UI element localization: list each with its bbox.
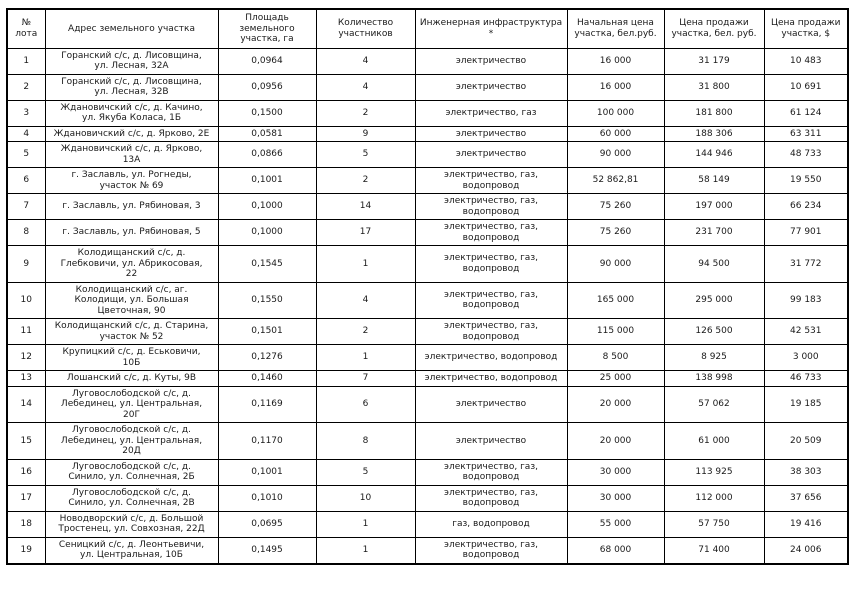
cell-start-price: 16 000	[567, 48, 664, 74]
table-row	[7, 74, 848, 100]
cell-lot: 7	[7, 194, 45, 220]
header-cell-sale-price-usd: Цена продажи участка, $	[764, 9, 848, 48]
cell-start-price: 68 000	[567, 537, 664, 564]
cell-sale-price-byn: 8 925	[664, 345, 764, 371]
header-cell-start-price: Начальная цена участка, бел.руб.	[567, 9, 664, 48]
cell-sale-price-byn: 57 750	[664, 511, 764, 537]
cell-start-price: 165 000	[567, 282, 664, 319]
cell-area: 0,1001	[218, 459, 316, 485]
cell-infrastructure: электричество, газ, водопровод	[415, 220, 567, 246]
table-row	[7, 485, 848, 511]
cell-sale-price-usd: 42 531	[764, 319, 848, 345]
cell-address: Ждановичский с/с, д. Ярково, 2Е	[45, 126, 218, 142]
cell-address: Луговослободской с/с, д. Лебединец, ул. Центральная, 20Д	[45, 423, 218, 460]
cell-sale-price-usd: 46 733	[764, 371, 848, 387]
cell-start-price: 30 000	[567, 459, 664, 485]
cell-sale-price-usd: 63 311	[764, 126, 848, 142]
cell-start-price: 60 000	[567, 126, 664, 142]
table-row	[7, 423, 848, 460]
cell-start-price: 25 000	[567, 371, 664, 387]
table-row	[7, 142, 848, 168]
cell-sale-price-byn: 57 062	[664, 386, 764, 423]
cell-lot: 9	[7, 246, 45, 283]
header-cell-sale-price-byn: Цена продажи участка, бел. руб.	[664, 9, 764, 48]
cell-address: Колодищанский с/с, аг. Колодищи, ул. Большая Цветочная, 90	[45, 282, 218, 319]
cell-address: Луговослободской с/с, д. Синило, ул. Солнечная, 2Б	[45, 459, 218, 485]
cell-participants: 17	[316, 220, 415, 246]
cell-participants: 14	[316, 194, 415, 220]
cell-area: 0,1545	[218, 246, 316, 283]
header-row	[7, 9, 848, 48]
cell-lot: 3	[7, 100, 45, 126]
cell-sale-price-usd: 38 303	[764, 459, 848, 485]
cell-sale-price-byn: 112 000	[664, 485, 764, 511]
cell-lot: 12	[7, 345, 45, 371]
cell-participants: 1	[316, 537, 415, 564]
cell-participants: 4	[316, 282, 415, 319]
cell-infrastructure: электричество	[415, 423, 567, 460]
cell-infrastructure: электричество	[415, 126, 567, 142]
cell-infrastructure: электричество, газ, водопровод	[415, 537, 567, 564]
cell-address: г. Заславль, ул. Рябиновая, 3	[45, 194, 218, 220]
cell-sale-price-usd: 20 509	[764, 423, 848, 460]
header-cell-area: Площадь земельного участка, га	[218, 9, 316, 48]
cell-area: 0,1460	[218, 371, 316, 387]
cell-sale-price-usd: 37 656	[764, 485, 848, 511]
cell-infrastructure: электричество, газ, водопровод	[415, 319, 567, 345]
cell-infrastructure: электричество, газ, водопровод	[415, 246, 567, 283]
cell-lot: 14	[7, 386, 45, 423]
header-cell-infrastructure: Инженерная инфраструктура *	[415, 9, 567, 48]
cell-start-price: 100 000	[567, 100, 664, 126]
table-row	[7, 459, 848, 485]
cell-start-price: 16 000	[567, 74, 664, 100]
cell-participants: 1	[316, 511, 415, 537]
cell-lot: 1	[7, 48, 45, 74]
cell-infrastructure: электричество	[415, 142, 567, 168]
table-row	[7, 371, 848, 387]
header-cell-address: Адрес земельного участка	[45, 9, 218, 48]
cell-start-price: 20 000	[567, 423, 664, 460]
cell-sale-price-byn: 181 800	[664, 100, 764, 126]
cell-participants: 10	[316, 485, 415, 511]
cell-area: 0,1010	[218, 485, 316, 511]
cell-start-price: 30 000	[567, 485, 664, 511]
cell-lot: 17	[7, 485, 45, 511]
cell-participants: 7	[316, 371, 415, 387]
cell-participants: 5	[316, 459, 415, 485]
table-row	[7, 126, 848, 142]
cell-sale-price-byn: 94 500	[664, 246, 764, 283]
cell-infrastructure: электричество, газ, водопровод	[415, 168, 567, 194]
cell-address: Горанский с/с, д. Лисовщина, ул. Лесная, 32А	[45, 48, 218, 74]
cell-address: Луговослободской с/с, д. Синило, ул. Солнечная, 2В	[45, 485, 218, 511]
table-row	[7, 537, 848, 564]
cell-address: Луговослободской с/с, д. Лебединец, ул. Центральная, 20Г	[45, 386, 218, 423]
cell-start-price: 75 260	[567, 194, 664, 220]
table-row	[7, 220, 848, 246]
cell-infrastructure: электричество	[415, 74, 567, 100]
table-row	[7, 48, 848, 74]
cell-address: Горанский с/с, д. Лисовщина, ул. Лесная, 32В	[45, 74, 218, 100]
cell-sale-price-usd: 61 124	[764, 100, 848, 126]
cell-sale-price-usd: 19 185	[764, 386, 848, 423]
cell-sale-price-usd: 10 691	[764, 74, 848, 100]
cell-infrastructure: электричество, газ, водопровод	[415, 282, 567, 319]
table-row	[7, 345, 848, 371]
cell-participants: 4	[316, 74, 415, 100]
cell-sale-price-byn: 31 179	[664, 48, 764, 74]
cell-infrastructure: электричество, водопровод	[415, 345, 567, 371]
cell-sale-price-byn: 31 800	[664, 74, 764, 100]
cell-sale-price-usd: 3 000	[764, 345, 848, 371]
cell-lot: 8	[7, 220, 45, 246]
cell-participants: 2	[316, 319, 415, 345]
cell-sale-price-byn: 58 149	[664, 168, 764, 194]
cell-infrastructure: электричество, водопровод	[415, 371, 567, 387]
cell-area: 0,1550	[218, 282, 316, 319]
header-cell-lot: № лота	[7, 9, 45, 48]
cell-participants: 8	[316, 423, 415, 460]
cell-area: 0,0695	[218, 511, 316, 537]
cell-start-price: 115 000	[567, 319, 664, 345]
cell-area: 0,0581	[218, 126, 316, 142]
cell-participants: 1	[316, 246, 415, 283]
cell-area: 0,1000	[218, 194, 316, 220]
cell-sale-price-byn: 295 000	[664, 282, 764, 319]
cell-infrastructure: электричество, газ	[415, 100, 567, 126]
cell-lot: 4	[7, 126, 45, 142]
cell-lot: 18	[7, 511, 45, 537]
cell-infrastructure: электричество, газ, водопровод	[415, 459, 567, 485]
cell-start-price: 8 500	[567, 345, 664, 371]
cell-start-price: 20 000	[567, 386, 664, 423]
cell-area: 0,0956	[218, 74, 316, 100]
cell-start-price: 52 862,81	[567, 168, 664, 194]
cell-area: 0,1169	[218, 386, 316, 423]
cell-lot: 13	[7, 371, 45, 387]
cell-participants: 9	[316, 126, 415, 142]
cell-area: 0,0866	[218, 142, 316, 168]
table-row	[7, 511, 848, 537]
cell-infrastructure: электричество	[415, 48, 567, 74]
cell-sale-price-byn: 126 500	[664, 319, 764, 345]
cell-area: 0,1170	[218, 423, 316, 460]
cell-address: г. Заславль, ул. Рогнеды, участок № 69	[45, 168, 218, 194]
cell-infrastructure: электричество	[415, 386, 567, 423]
cell-infrastructure: электричество, газ, водопровод	[415, 485, 567, 511]
cell-lot: 5	[7, 142, 45, 168]
cell-area: 0,1000	[218, 220, 316, 246]
cell-lot: 19	[7, 537, 45, 564]
cell-address: Новодворский с/с, д. Большой Тростенец, ул. Совхозная, 22Д	[45, 511, 218, 537]
cell-address: Колодищанский с/с, д. Старина, участок № 52	[45, 319, 218, 345]
cell-sale-price-byn: 61 000	[664, 423, 764, 460]
cell-start-price: 90 000	[567, 246, 664, 283]
table-row	[7, 194, 848, 220]
cell-sale-price-usd: 19 550	[764, 168, 848, 194]
cell-sale-price-byn: 231 700	[664, 220, 764, 246]
cell-lot: 10	[7, 282, 45, 319]
cell-start-price: 90 000	[567, 142, 664, 168]
cell-area: 0,1001	[218, 168, 316, 194]
cell-lot: 11	[7, 319, 45, 345]
cell-lot: 2	[7, 74, 45, 100]
cell-infrastructure: электричество, газ, водопровод	[415, 194, 567, 220]
cell-sale-price-usd: 19 416	[764, 511, 848, 537]
cell-area: 0,1495	[218, 537, 316, 564]
cell-address: Сеницкий с/с, д. Леонтьевичи, ул. Центральная, 10Б	[45, 537, 218, 564]
cell-sale-price-byn: 138 998	[664, 371, 764, 387]
cell-participants: 4	[316, 48, 415, 74]
table-row	[7, 246, 848, 283]
cell-area: 0,1501	[218, 319, 316, 345]
table-row	[7, 319, 848, 345]
cell-area: 0,0964	[218, 48, 316, 74]
cell-lot: 16	[7, 459, 45, 485]
cell-participants: 1	[316, 345, 415, 371]
cell-lot: 6	[7, 168, 45, 194]
cell-address: Ждановичский с/с, д. Качино, ул. Якуба Коласа, 1Б	[45, 100, 218, 126]
cell-participants: 6	[316, 386, 415, 423]
cell-sale-price-byn: 144 946	[664, 142, 764, 168]
cell-sale-price-usd: 77 901	[764, 220, 848, 246]
cell-sale-price-usd: 48 733	[764, 142, 848, 168]
cell-sale-price-byn: 71 400	[664, 537, 764, 564]
cell-sale-price-usd: 31 772	[764, 246, 848, 283]
header-cell-participants: Количество участников	[316, 9, 415, 48]
cell-lot: 15	[7, 423, 45, 460]
cell-address: Лошанский с/с, д. Куты, 9В	[45, 371, 218, 387]
cell-participants: 2	[316, 168, 415, 194]
cell-sale-price-usd: 99 183	[764, 282, 848, 319]
cell-sale-price-byn: 113 925	[664, 459, 764, 485]
table-header	[7, 9, 848, 48]
cell-area: 0,1500	[218, 100, 316, 126]
cell-sale-price-usd: 24 006	[764, 537, 848, 564]
cell-participants: 2	[316, 100, 415, 126]
table-row	[7, 282, 848, 319]
cell-sale-price-usd: 66 234	[764, 194, 848, 220]
cell-address: Ждановичский с/с, д. Ярково, 13А	[45, 142, 218, 168]
cell-infrastructure: газ, водопровод	[415, 511, 567, 537]
land-plots-table	[6, 8, 849, 565]
table-row	[7, 100, 848, 126]
table-body	[7, 48, 848, 564]
cell-sale-price-usd: 10 483	[764, 48, 848, 74]
table-row	[7, 386, 848, 423]
cell-participants: 5	[316, 142, 415, 168]
cell-address: Крупицкий с/с, д. Еськовичи, 10Б	[45, 345, 218, 371]
cell-address: г. Заславль, ул. Рябиновая, 5	[45, 220, 218, 246]
cell-start-price: 55 000	[567, 511, 664, 537]
cell-address: Колодищанский с/с, д. Глебковичи, ул. Абрикосовая, 22	[45, 246, 218, 283]
cell-sale-price-byn: 197 000	[664, 194, 764, 220]
table-row	[7, 168, 848, 194]
cell-sale-price-byn: 188 306	[664, 126, 764, 142]
cell-start-price: 75 260	[567, 220, 664, 246]
cell-area: 0,1276	[218, 345, 316, 371]
